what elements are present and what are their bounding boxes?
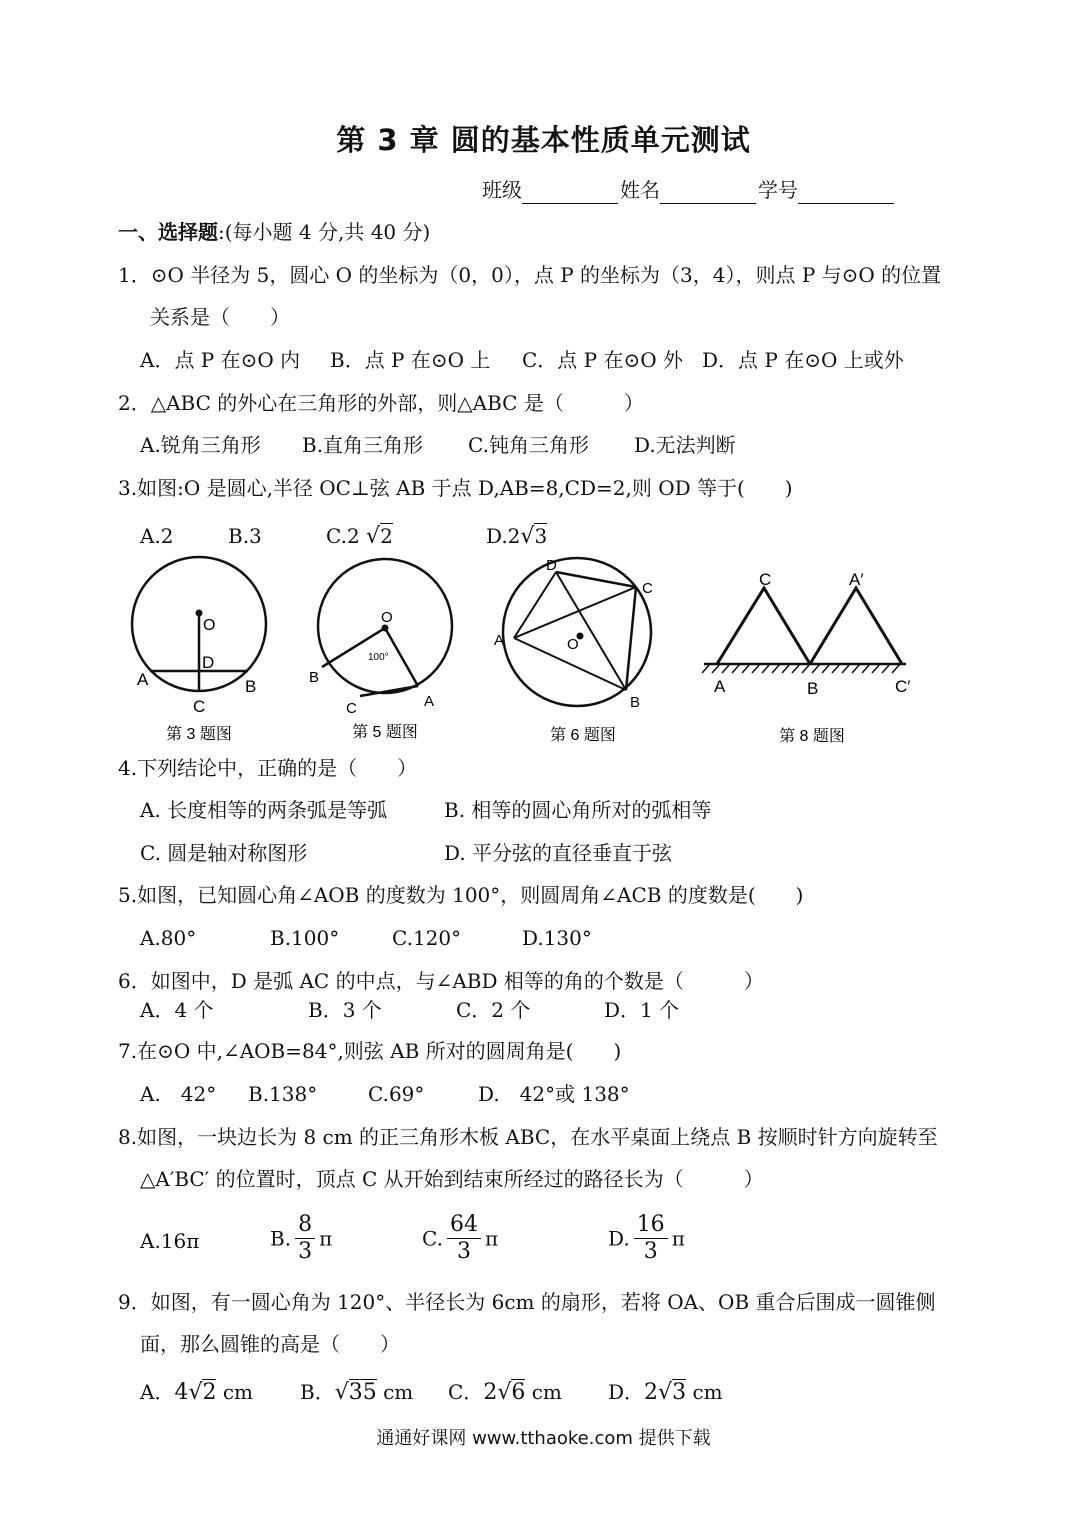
q3-option-c — [326, 522, 393, 551]
fig6-side-ac — [514, 587, 636, 638]
fig8-label-c: C — [759, 570, 772, 589]
q8-option-d-numerator: 16 — [634, 1212, 668, 1239]
q8-option-c-prefix: C. — [422, 1226, 443, 1251]
q3-option-c-radicand: 2 — [380, 524, 393, 548]
q9-option-c — [448, 1378, 562, 1407]
fig8-hatching — [702, 664, 900, 673]
name-label: 姓名 — [620, 178, 660, 202]
q8-option-b-fraction — [295, 1212, 315, 1265]
fig5-label-c: C — [346, 700, 357, 717]
q1-option-b: B．点 P 在⊙O 上 — [330, 348, 491, 372]
q8-option-b-denominator: 3 — [298, 1239, 313, 1264]
fig8-triangle-a2bc2 — [810, 588, 902, 664]
sqrt-icon: √ — [658, 1380, 673, 1405]
fig3-label-o: O — [203, 617, 216, 634]
q9-option-d-radicand: 3 — [672, 1380, 687, 1405]
q6-option-a: A．4 个 — [140, 998, 214, 1022]
class-blank — [522, 181, 618, 204]
figure-6 — [494, 557, 653, 744]
q6-text: 6．如图中，D 是弧 AC 的中点，与∠ABD 相等的角的个数是（ ） — [118, 969, 764, 993]
q2-option-d: D.无法判断 — [634, 433, 736, 457]
fig5-angle-label: 100° — [368, 652, 389, 663]
q9-option-c-prefix: C． — [448, 1380, 484, 1404]
q2-option-c: C.钝角三角形 — [468, 433, 589, 457]
q1-text-cont: 关系是（ ） — [150, 305, 290, 329]
q5-option-a: A.80° — [140, 926, 197, 950]
page-footer: 通通好课网 www.tthaoke.com 提供下载 — [376, 1428, 711, 1449]
fig6-label-d: D — [546, 557, 557, 574]
q8-option-d-denominator: 3 — [643, 1239, 658, 1264]
q1-option-d: D．点 P 在⊙O 上或外 — [702, 348, 904, 372]
figure-3 — [132, 557, 266, 743]
fig6-side-cb — [626, 587, 636, 690]
q8-option-d-prefix: D. — [608, 1226, 630, 1251]
sqrt-icon: √ — [497, 1380, 512, 1405]
q7-option-a: A. 42° — [140, 1082, 217, 1106]
q8-option-b-numerator: 8 — [295, 1212, 315, 1239]
q5-text: 5.如图，已知圆心角∠AOB 的度数为 100°，则圆周角∠ACB 的度数是( ) — [118, 883, 804, 907]
fig5-caption: 第 5 题图 — [352, 724, 418, 741]
q8-option-c-pi: π — [484, 1226, 499, 1251]
q9-option-c-coef: 2 — [483, 1380, 498, 1405]
q8-option-d-fraction — [634, 1212, 668, 1265]
q4-option-b: B. 相等的圆心角所对的弧相等 — [444, 798, 712, 822]
name-blank — [660, 181, 756, 204]
q9-option-a-coef: 4 — [174, 1380, 189, 1405]
q9-text: 9．如图，有一圆心角为 120°、半径长为 6cm 的扇形，若将 OA、OB 重合后围成一圆锥侧 — [118, 1290, 936, 1314]
q9-option-b-radicand: 35 — [348, 1380, 377, 1405]
fig8-label-c2: C′ — [895, 677, 911, 696]
q2-option-a: A.锐角三角形 — [140, 433, 261, 457]
q8-option-c-fraction — [447, 1212, 481, 1265]
fig6-label-o: O — [567, 636, 579, 653]
id-blank — [798, 181, 894, 204]
q5-option-d: D.130° — [522, 926, 592, 950]
q9-option-c-radicand: 6 — [511, 1380, 526, 1405]
q7-option-b: B.138° — [248, 1082, 318, 1106]
q4-option-a: A. 长度相等的两条弧是等弧 — [140, 798, 388, 822]
q8-option-c — [422, 1212, 498, 1265]
q3-option-d — [486, 522, 547, 551]
fig8-triangle-abc — [717, 588, 810, 664]
sqrt-icon: √ — [188, 1380, 203, 1405]
q8-option-b-prefix: B. — [270, 1226, 292, 1251]
q8-text-cont: △A′BC′ 的位置时，顶点 C 从开始到结束所经过的路径长为（ ） — [140, 1167, 764, 1191]
q5-option-b: B.100° — [270, 926, 340, 950]
q2-option-b: B.直角三角形 — [302, 433, 424, 457]
sqrt-icon: √ — [334, 1380, 349, 1405]
q1-option-a: A．点 P 在⊙O 内 — [140, 348, 301, 372]
section-label: 一、选择题 — [118, 220, 218, 244]
q1-option-c: C．点 P 在⊙O 外 — [522, 348, 683, 372]
fig6-label-b: B — [630, 694, 641, 711]
fig3-label-d: D — [202, 653, 215, 672]
q9-text-cont: 面，那么圆锥的高是（ ） — [140, 1332, 400, 1356]
page-title: 第 3 章 圆的基本性质单元测试 — [336, 123, 751, 157]
q9-option-d-unit: cm — [692, 1380, 723, 1404]
q3-option-b: B.3 — [228, 524, 262, 548]
q4-option-c: C. 圆是轴对称图形 — [140, 841, 308, 865]
q9-option-a-prefix: A． — [140, 1380, 175, 1404]
q9-option-a-radicand: 2 — [202, 1380, 217, 1405]
q9-option-b — [300, 1378, 413, 1407]
q8-option-b — [270, 1212, 332, 1265]
fig5-label-o: O — [381, 609, 393, 626]
sqrt-icon: √ — [520, 524, 535, 549]
q9-option-b-prefix: B． — [300, 1380, 335, 1404]
section-heading — [118, 218, 430, 246]
q7-text: 7.在⊙O 中,∠AOB=84°,则弦 AB 所对的圆周角是( ) — [118, 1039, 622, 1063]
figure-5 — [309, 559, 452, 741]
q8-text: 8.如图，一块边长为 8 cm 的正三角形木板 ABC，在水平桌面上绕点 B 按顺时针方向旋转至 — [118, 1125, 938, 1149]
fig8-label-a: A — [714, 677, 726, 696]
q9-option-d — [608, 1378, 723, 1407]
q8-option-d-pi: π — [671, 1226, 685, 1251]
q6-option-c: C．2 个 — [456, 998, 531, 1022]
q3-text: 3.如图:O 是圆心,半径 OC⊥弦 AB 于点 D,AB=8,CD=2,则 OD 等于( ) — [118, 476, 793, 500]
fig3-caption: 第 3 题图 — [166, 726, 232, 743]
q9-option-b-unit: cm — [383, 1380, 414, 1404]
figures-row — [0, 550, 1087, 750]
fig5-radius-oa — [385, 628, 418, 686]
fig6-diag-db — [556, 572, 626, 690]
q9-option-d-coef: 2 — [644, 1380, 659, 1405]
q3-option-d-prefix: D.2 — [486, 524, 521, 548]
id-label: 学号 — [758, 178, 798, 202]
class-label: 班级 — [482, 178, 522, 202]
q6-option-d: D．1 个 — [604, 998, 680, 1022]
q8-option-a: A.16π — [140, 1229, 200, 1253]
q8-option-b-pi: π — [319, 1226, 333, 1251]
q8-option-c-denominator: 3 — [456, 1239, 471, 1264]
q3-option-d-radicand: 3 — [534, 524, 548, 548]
fig8-caption: 第 8 题图 — [779, 728, 845, 745]
q8-option-c-numerator: 64 — [447, 1212, 481, 1239]
fig5-label-a: A — [424, 693, 435, 710]
q9-option-c-unit: cm — [531, 1380, 562, 1404]
q1-text: 1．⊙O 半径为 5，圆心 O 的坐标为（0，0），点 P 的坐标为（3，4），则点 P 与⊙O 的位置 — [118, 263, 942, 287]
q9-option-d-prefix: D． — [608, 1380, 645, 1404]
q7-option-c: C.69° — [368, 1082, 425, 1106]
q4-text: 4.下列结论中，正确的是（ ） — [118, 756, 418, 780]
fig3-center-dot — [196, 610, 203, 617]
fig6-caption: 第 6 题图 — [550, 727, 616, 744]
q9-option-a-unit: cm — [222, 1380, 254, 1404]
q5-option-c: C.120° — [392, 926, 462, 950]
fig3-label-a: A — [137, 670, 149, 689]
fig5-label-b: B — [309, 669, 320, 686]
q9-option-a — [140, 1378, 253, 1407]
fig3-label-c: C — [193, 697, 206, 716]
fig8-label-b: B — [807, 679, 819, 698]
student-info-fields — [482, 176, 896, 204]
q6-option-b: B．3 个 — [308, 998, 382, 1022]
sqrt-icon: √ — [366, 524, 381, 549]
fig8-label-a2: A′ — [849, 570, 864, 589]
q7-option-d: D. 42°或 138° — [478, 1082, 630, 1106]
q4-option-d: D. 平分弦的直径垂直于弦 — [444, 841, 673, 865]
q8-options — [140, 1212, 840, 1272]
fig6-circle — [503, 558, 651, 706]
fig6-label-c: C — [642, 580, 653, 597]
q8-option-d — [608, 1212, 685, 1265]
fig3-label-b: B — [245, 677, 257, 696]
section-note: :(每小题 4 分,共 40 分) — [218, 220, 431, 244]
fig6-label-a: A — [494, 632, 505, 649]
figure-8 — [702, 570, 910, 745]
q3-option-c-prefix: C.2 — [326, 524, 360, 548]
q3-option-a: A.2 — [140, 524, 174, 548]
fig6-side-ad — [514, 572, 556, 638]
q2-text: 2．△ABC 的外心在三角形的外部，则△ABC 是（ ） — [118, 391, 644, 415]
